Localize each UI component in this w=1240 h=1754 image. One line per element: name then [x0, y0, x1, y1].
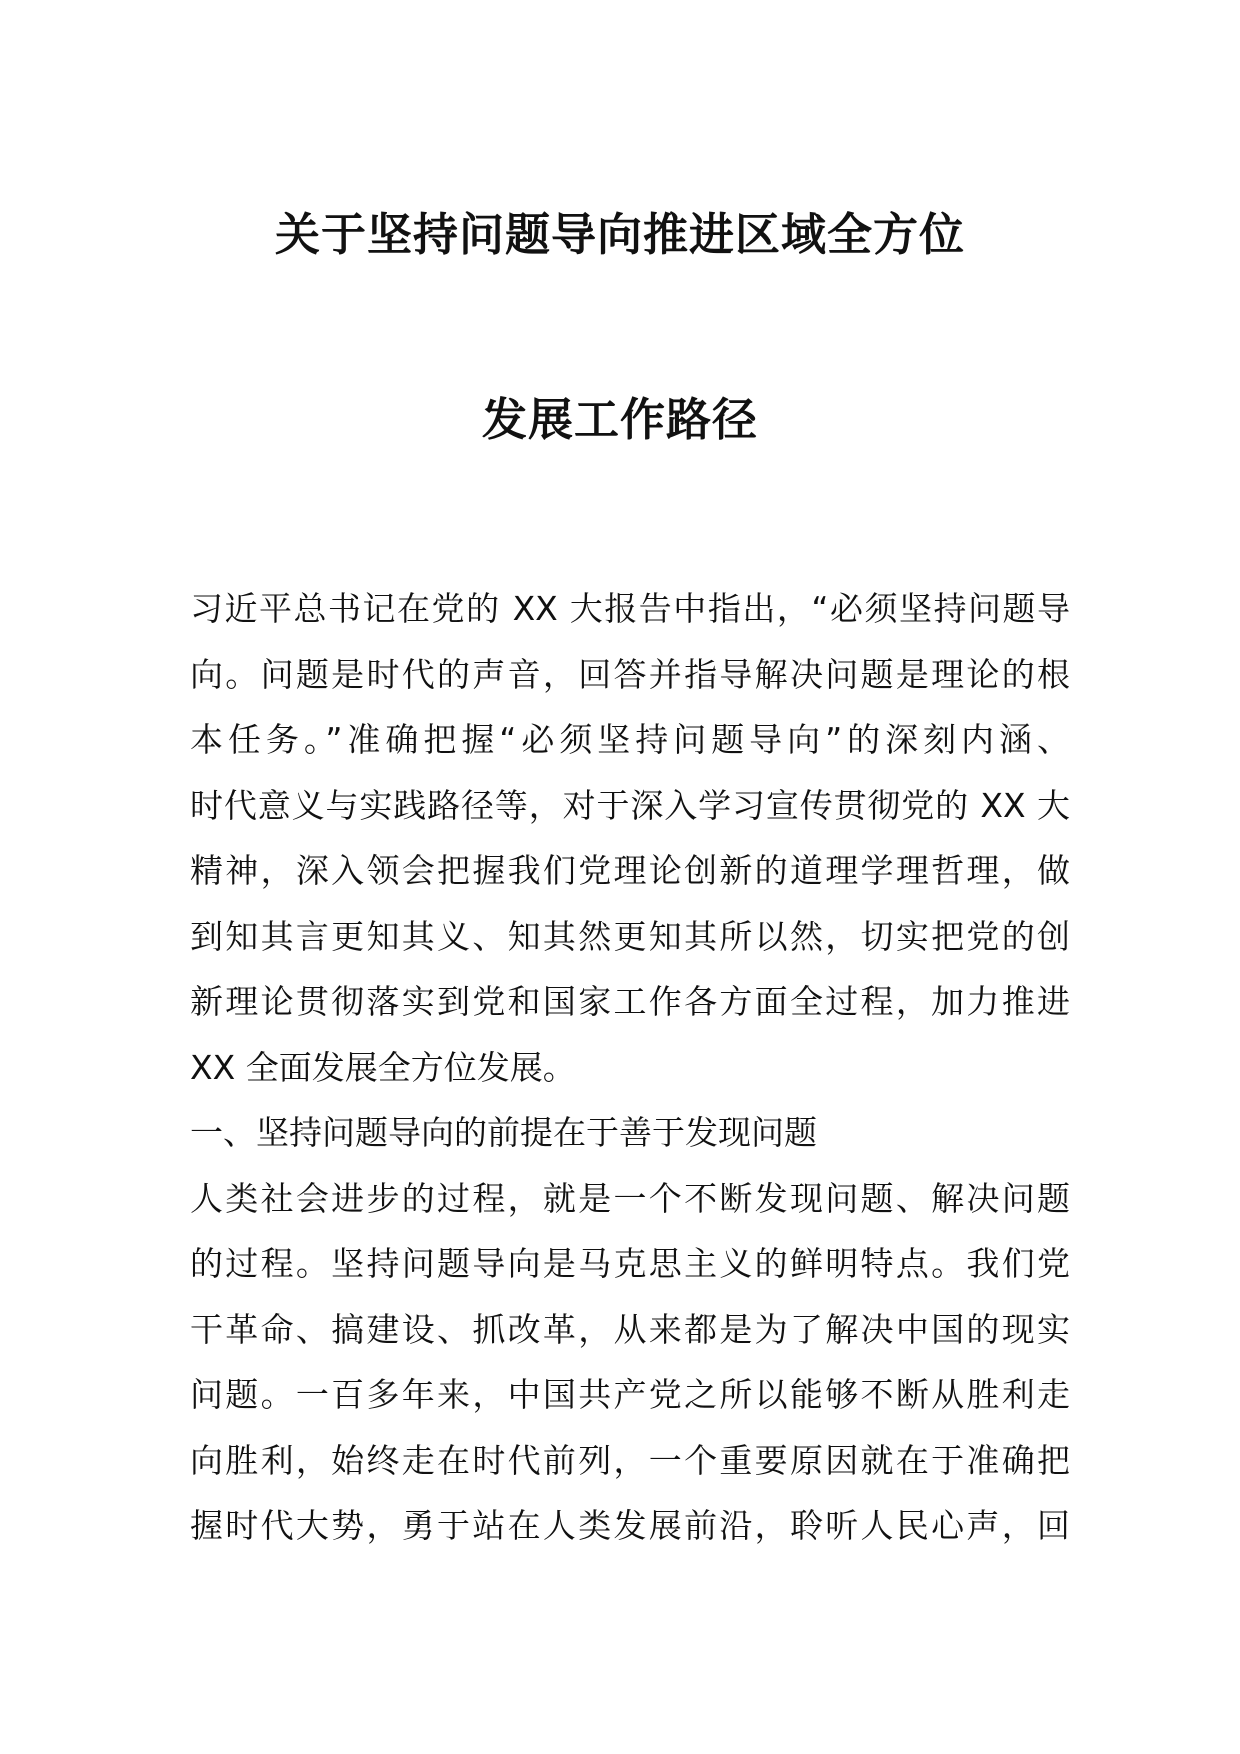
paragraph-line: 精神，深入领会把握我们党理论创新的道理学理哲理，做	[190, 851, 1070, 890]
paragraph-line: 人类社会进步的过程，就是一个不断发现问题、解决问题	[190, 1178, 1070, 1218]
paragraph-line: XX 全面发展全方位发展。	[190, 1047, 576, 1087]
document-title-line-1: 关于坚持问题导向推进区域全方位	[274, 208, 965, 261]
paragraph-line: 的过程。坚持问题导向是马克思主义的鲜明特点。我们党	[190, 1244, 1070, 1283]
paragraph-line: 新理论贯彻落实到党和国家工作各方面全过程，加力推进	[190, 982, 1070, 1021]
document-body	[190, 576, 1070, 1559]
paragraph-line: 习近平总书记在党的 XX 大报告中指出，“必须坚持问题导	[190, 589, 1070, 628]
section-heading: 一、坚持问题导向的前提在于善于发现问题	[190, 1113, 817, 1152]
paragraph-line: 本任务。”准确把握“必须坚持问题导向”的深刻内涵、	[190, 720, 1070, 759]
paragraph-line: 时代意义与实践路径等，对于深入学习宣传贯彻党的 XX 大	[190, 785, 1070, 825]
paragraph-line: 到知其言更知其义、知其然更知其所以然，切实把党的创	[190, 916, 1070, 956]
paragraph-line: 握时代大势，勇于站在人类发展前沿，聆听人民心声，回	[190, 1506, 1070, 1545]
paragraph-line: 干革命、搞建设、抓改革，从来都是为了解决中国的现实	[190, 1309, 1070, 1349]
document-title-line-2: 发展工作路径	[481, 393, 758, 446]
paragraph-line: 向。问题是时代的声音，回答并指导解决问题是理论的根	[190, 654, 1070, 694]
paragraph-line: 问题。一百多年来，中国共产党之所以能够不断从胜利走	[190, 1375, 1070, 1414]
paragraph-line: 向胜利，始终走在时代前列，一个重要原因就在于准确把	[190, 1440, 1070, 1480]
